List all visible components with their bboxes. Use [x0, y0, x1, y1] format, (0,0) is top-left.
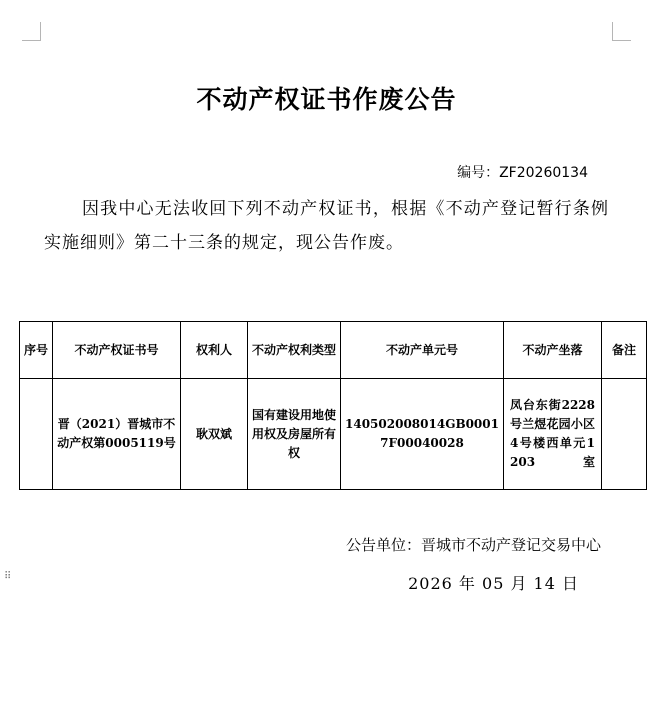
- header-owner: 权利人: [181, 322, 248, 379]
- number-value: ZF20260134: [499, 165, 588, 181]
- announcement-date: 2026 年 05 月 14 日: [408, 574, 579, 593]
- header-unit-no: 不动产单元号: [341, 322, 504, 379]
- crop-mark-top-left: [22, 22, 41, 41]
- table-row: [20, 379, 647, 490]
- header-cert-no: 不动产权证书号: [53, 322, 181, 379]
- document-number: [457, 162, 588, 182]
- announcement-body: 因我中心无法收回下列不动产权证书，根据《不动产登记暂行条例实施细则》第二十三条的规定，现公告作废。: [44, 199, 609, 253]
- header-right-type: 不动产权利类型: [248, 322, 341, 379]
- cell-owner: 耿双斌: [181, 379, 248, 490]
- crop-mark-top-right: [612, 22, 631, 41]
- document-title: 不动产权证书作废公告: [196, 85, 457, 114]
- cell-cert-no: 晋（2021）晋城市不动产权第0005119号: [53, 379, 181, 490]
- cell-unit-no: 140502008014GB00017F00040028: [341, 379, 504, 490]
- cell-right-type: 国有建设用地使用权及房屋所有权: [248, 379, 341, 490]
- header-remark: 备注: [602, 322, 647, 379]
- number-label: 编号：: [457, 165, 500, 181]
- table-header-row: [20, 322, 647, 379]
- certificate-table: [19, 321, 647, 490]
- header-location: 不动产坐落: [504, 322, 602, 379]
- drag-handle-icon[interactable]: ⠿: [4, 571, 11, 582]
- cell-location: 凤台东街2228号兰煜花园小区4号楼西单元1203室: [504, 379, 602, 490]
- cell-remark: [602, 379, 647, 490]
- header-index: 序号: [20, 322, 53, 379]
- issuer: 公告单位：晋城市不动产登记交易中心: [345, 536, 601, 554]
- cell-index: [20, 379, 53, 490]
